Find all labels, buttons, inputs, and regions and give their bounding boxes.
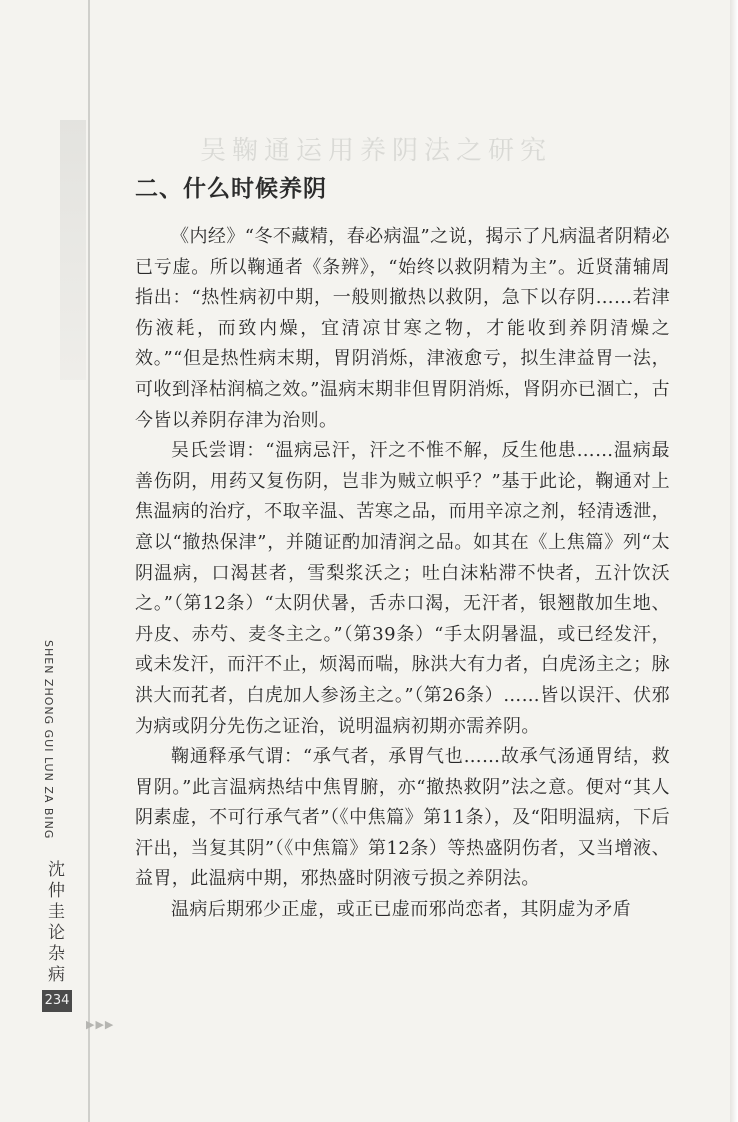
margin-shade [60,120,86,380]
paragraph-4: 温病后期邪少正虚，或正已虚而邪尚恋者，其阴虚为矛盾 [171,899,631,921]
paragraph-2: 吴氏尝谓：“温病忌汗，汗之不惟不解，反生他患……温病最善伤阴，用药又复伤阴，岂非为贼立帜乎？”基于此论，鞠通对上焦温病的治疗，不取辛温、苦寒之品，而用辛凉之剂，轻清透泄，意以“撤热保津”，并随证酌加清润之品。如其在《上焦篇》列“太阴温病，口渴甚者，雪梨浆沃之；吐白沫粘滞不快者，五汁饮沃之。”（第12条）“太阴伏暑，舌赤口渴，无汗者，银翘散加生地、丹皮、赤芍、麦冬主之。”（第39条）“手太阴暑温，或已经发汗，或未发汗，而汗不止，烦渴而喘，脉洪大有力者，白虎汤主之；脉洪大而芤者，白虎加人参汤主之。”（第26条）……皆以误汗、伏邪为病或阴分先伤之证治，说明温病初期亦需养阴。 [135,440,670,737]
book-title: 沈仲圭论杂病 [44,860,64,986]
margin-rule [88,0,90,1122]
paragraph-1: 《内经》“冬不藏精，春必病温”之说，揭示了凡病温者阴精必已亏虚。所以鞠通者《条辨》，“始终以救阴精为主”。近贤蒲辅周指出：“热性病初中期，一般则撤热以救阴，急下以存阴……若津伤液耗，而致内燥，宜清凉甘寒之物，才能收到养阴清燥之效。”“但是热性病末期，胃阴消烁，津液愈亏，拟生津益胃一法，可收到泽枯润槁之效。”温病末期非但胃阴消烁，肾阴亦已涸亡，古今皆以养阴存津为治则。 [135,226,670,431]
page-number: 234 [42,990,72,1012]
spine-pinyin: SHEN ZHONG GUI LUN ZA BING [42,640,55,840]
page-edge [730,0,738,1122]
paragraph-3: 鞠通释承气谓：“承气者，承胃气也……故承气汤通胃结，救胃阴。”此言温病热结中焦胃腑，亦“撤热救阴”法之意。便对“其人阴素虚，不可行承气者”（《中焦篇》第11条），及“阳明温病，下后汗出，当复其阴”（《中焦篇》第12条）等热盛阴伤者，又当增液、益胃，此温病中期，邪热盛时阴液亏损之养阴法。 [135,746,670,890]
section-heading: 二、什么时候养阴 [135,176,327,202]
show-through-header: 吴鞠通运用养阴法之研究 [200,136,553,166]
body-text [135,222,670,926]
arrow-decoration-icon: ▶▶▶ [86,1018,115,1031]
